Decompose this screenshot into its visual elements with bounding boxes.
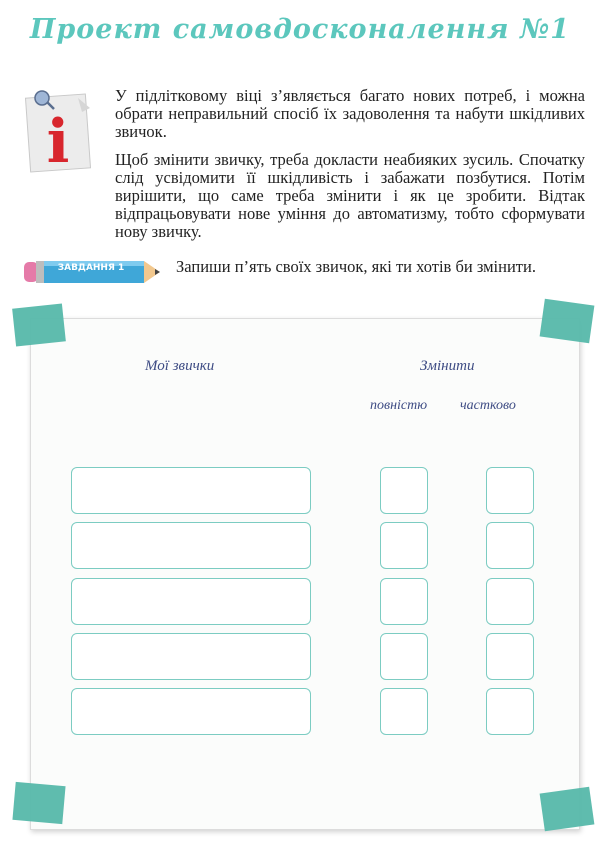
svg-text:i: i	[46, 107, 70, 176]
habit-field-3[interactable]	[71, 578, 311, 625]
habits-column-header: Мої звички	[145, 358, 215, 374]
habit-field-1[interactable]	[71, 467, 311, 514]
fully-checkbox-4[interactable]	[380, 633, 428, 680]
task-label: ЗАВДАННЯ 1	[57, 263, 125, 273]
fully-checkbox-1[interactable]	[380, 467, 428, 514]
partially-checkbox-2[interactable]	[486, 522, 534, 569]
method-paragraph: Щоб змінити звичку, треба докласти неабияких зусиль. Спочатку слід усвідомити її шкідливість і забажати позбутися. Потім вирішити, що саме треба змінити і як це зробити. Відтак відпрацьовувати нове уміння до автоматизму, тобто сформувати нову звичку.	[115, 150, 585, 241]
task-instruction: Запиши п’ять своїх звичок, які ти хотів би змінити.	[176, 257, 536, 276]
habit-field-5[interactable]	[71, 688, 311, 735]
fully-checkbox-3[interactable]	[380, 578, 428, 625]
habit-field-2[interactable]	[71, 522, 311, 569]
fully-checkbox-2[interactable]	[380, 522, 428, 569]
fully-checkbox-5[interactable]	[380, 688, 428, 735]
tape-top-right	[540, 299, 595, 344]
partially-checkbox-4[interactable]	[486, 633, 534, 680]
partially-subheader: частково	[460, 398, 516, 413]
info-icon	[22, 86, 96, 176]
tape-bottom-right	[540, 787, 595, 832]
change-column-header: Змінити	[420, 358, 475, 374]
fully-subheader: повністю	[370, 398, 428, 413]
page-title: Проект самовдосконалення №1	[29, 14, 571, 45]
partially-checkbox-3[interactable]	[486, 578, 534, 625]
worksheet-board	[30, 318, 580, 830]
partially-checkbox-5[interactable]	[486, 688, 534, 735]
habit-field-4[interactable]	[71, 633, 311, 680]
intro-paragraph: У підлітковому віці з’являється багато нових потреб, і можна обрати неправильний спосіб їх задоволення та набути шкідливих звичок.	[115, 86, 585, 141]
tape-top-left	[12, 303, 66, 346]
tape-bottom-left	[12, 782, 65, 824]
partially-checkbox-1[interactable]	[486, 467, 534, 514]
